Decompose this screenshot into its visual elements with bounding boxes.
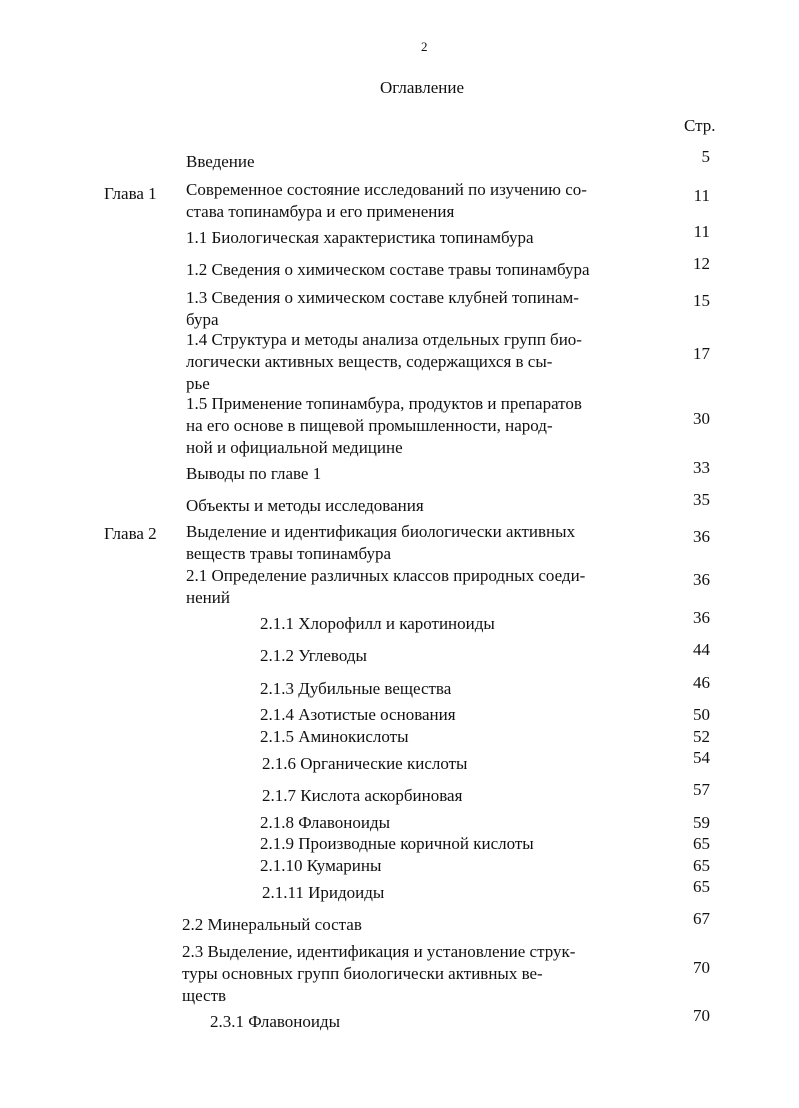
toc-entry-page: 65 bbox=[693, 877, 710, 896]
toc-entry-text: 1.5 Применение топинамбура, продуктов и препаратов на его основе в пищевой промышленности, народ- ной и официальной медицине bbox=[186, 394, 582, 457]
chapter-label: Глава 2 bbox=[104, 524, 157, 543]
toc-entry-text: 1.4 Структура и методы анализа отдельных групп био- логически активных веществ, содержащихся в сы- рье bbox=[186, 330, 582, 393]
toc-entry-page: 30 bbox=[693, 409, 710, 428]
toc-entry-text: 1.2 Сведения о химическом составе травы топинамбура bbox=[186, 260, 590, 279]
toc-entry-text: 2.1.8 Флавоноиды bbox=[260, 813, 391, 832]
toc-entry-text: 2.1.1 Хлорофилл и каротиноиды bbox=[260, 614, 495, 633]
toc-entry-page: 46 bbox=[693, 673, 710, 692]
page-number: 2 bbox=[421, 39, 428, 54]
toc-entry-page: 5 bbox=[701, 147, 710, 166]
toc-entry-text: 2.1.2 Углеводы bbox=[260, 646, 367, 665]
toc-entry-page: 36 bbox=[693, 527, 710, 546]
toc-entry-page: 35 bbox=[693, 490, 710, 509]
toc-entry-page: 11 bbox=[693, 222, 710, 241]
toc-entry-page: 17 bbox=[693, 344, 710, 363]
toc-entry-text: Выделение и идентификация биологически активных веществ травы топинамбура bbox=[186, 522, 576, 563]
toc-entry-text: Объекты и методы исследования bbox=[186, 496, 424, 515]
toc-entry-text: 2.1.9 Производные коричной кислоты bbox=[260, 834, 534, 853]
toc-entry-page: 57 bbox=[693, 780, 710, 799]
page-column-header: Стр. bbox=[684, 116, 716, 135]
toc-entry-page: 36 bbox=[693, 570, 710, 589]
toc-entry-text: 2.1.6 Органические кислоты bbox=[262, 754, 468, 773]
toc-entry-text: Современное состояние исследований по изучению со- става топинамбура и его применения bbox=[186, 180, 587, 221]
toc-entry-page: 70 bbox=[693, 1006, 710, 1025]
toc-entry-page: 70 bbox=[693, 958, 710, 977]
toc-entry-page: 50 bbox=[693, 705, 710, 724]
toc-entry-text: Выводы по главе 1 bbox=[186, 464, 322, 483]
toc-entry-text: Введение bbox=[186, 152, 255, 171]
toc-entry-text: 2.1.10 Кумарины bbox=[260, 856, 382, 875]
toc-entry-page: 11 bbox=[693, 186, 710, 205]
toc-entry-page: 12 bbox=[693, 254, 710, 273]
toc-entry-text: 2.1.4 Азотистые основания bbox=[260, 705, 456, 724]
page-title: Оглавление bbox=[380, 78, 464, 97]
toc-entry-page: 52 bbox=[693, 727, 710, 746]
toc-entry-page: 54 bbox=[693, 748, 710, 767]
toc-entry-text: 2.1 Определение различных классов природных соеди- нений bbox=[186, 566, 586, 607]
toc-entry-page: 65 bbox=[693, 856, 710, 875]
toc-entry-page: 59 bbox=[693, 813, 710, 832]
toc-entry-text: 1.1 Биологическая характеристика топинамбура bbox=[186, 228, 534, 247]
toc-entry-text: 1.3 Сведения о химическом составе клубней топинам- бура bbox=[186, 288, 579, 329]
toc-entry-text: 2.1.11 Иридоиды bbox=[262, 883, 385, 902]
toc-entry-text: 2.1.7 Кислота аскорбиновая bbox=[262, 786, 463, 805]
toc-entry-text: 2.1.5 Аминокислоты bbox=[260, 727, 409, 746]
toc-entry-text: 2.2 Минеральный состав bbox=[182, 915, 362, 934]
toc-entry-page: 65 bbox=[693, 834, 710, 853]
toc-entry-page: 33 bbox=[693, 458, 710, 477]
toc-entry-page: 67 bbox=[693, 909, 710, 928]
toc-entry-text: 2.3.1 Флавоноиды bbox=[210, 1012, 341, 1031]
toc-entry-page: 15 bbox=[693, 291, 710, 310]
toc-entry-text: 2.3 Выделение, идентификация и установление струк- туры основных групп биологически активных ве- ществ bbox=[182, 942, 576, 1005]
toc-entry-page: 44 bbox=[693, 640, 710, 659]
chapter-label: Глава 1 bbox=[104, 184, 157, 203]
toc-entry-text: 2.1.3 Дубильные вещества bbox=[260, 679, 452, 698]
toc-entry-page: 36 bbox=[693, 608, 710, 627]
